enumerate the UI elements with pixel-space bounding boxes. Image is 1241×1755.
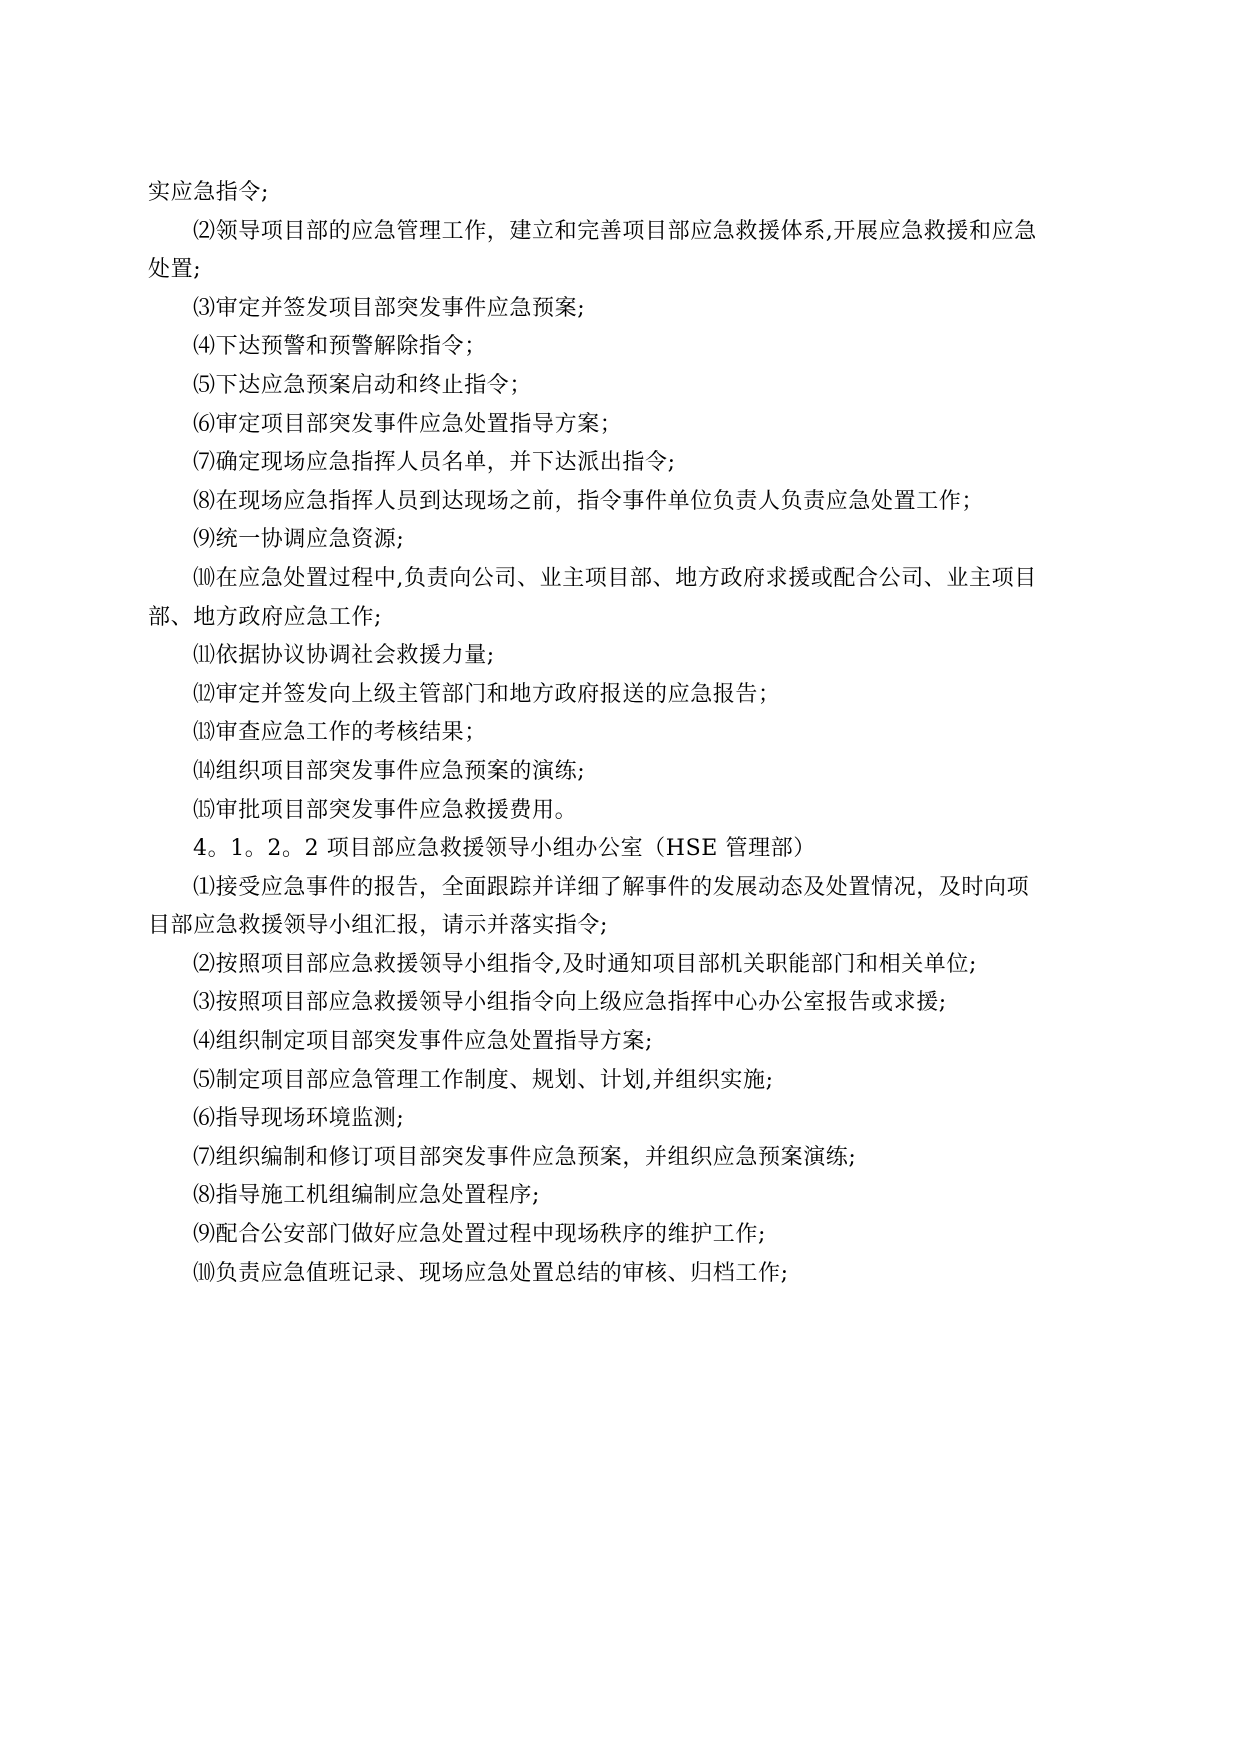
list-item: ⒁组织项目部突发事件应急预案的演练;	[193, 758, 586, 784]
list-item: ⑶按照项目部应急救援领导小组指令向上级应急指挥中心办公室报告或求援;	[193, 990, 947, 1016]
list-item: ⑺组织编制和修订项目部突发事件应急预案，并组织应急预案演练;	[193, 1144, 857, 1170]
text-line: 目部应急救援领导小组汇报，请示并落实指令;	[148, 913, 609, 939]
list-item: ⑷下达预警和预警解除指令；	[193, 334, 487, 360]
document-body	[148, 174, 1118, 1293]
list-item: ⑷组织制定项目部突发事件应急处置指导方案;	[193, 1029, 654, 1055]
list-item: ⒂审批项目部突发事件应急救援费用。	[193, 797, 578, 823]
list-item: ⑻指导施工机组编制应急处置程序;	[193, 1183, 541, 1209]
text-line: 部、地方政府应急工作;	[148, 604, 383, 630]
list-item: ⑵领导项目部的应急管理工作，建立和完善项目部应急救援体系,开展应急救援和应急	[193, 218, 1037, 244]
list-item: ⑸下达应急预案启动和终止指令；	[193, 372, 533, 398]
list-item: ⑼统一协调应急资源;	[193, 527, 405, 553]
list-item: ⒀审查应急工作的考核结果；	[193, 720, 487, 746]
list-item: ⑹指导现场环境监测;	[193, 1106, 405, 1132]
text-line: 处置;	[148, 257, 202, 283]
text-line: 实应急指令;	[148, 180, 270, 205]
list-item: ⑴接受应急事件的报告，全面跟踪并详细了解事件的发展动态及处置情况，及时向项	[193, 874, 1030, 900]
list-item: ⑾依据协议协调社会救援力量;	[193, 643, 495, 669]
list-item: ⑹审定项目部突发事件应急处置指导方案；	[193, 411, 623, 437]
list-item: ⑸制定项目部应急管理工作制度、规划、计划,并组织实施;	[193, 1067, 774, 1093]
list-item: ⑿审定并签发向上级主管部门和地方政府报送的应急报告；	[193, 681, 781, 707]
list-item: ⑺确定现场应急指挥人员名单，并下达派出指令;	[193, 450, 676, 476]
list-item: ⑽在应急处置过程中,负责向公司、业主项目部、地方政府求援或配合公司、业主项目	[193, 565, 1037, 591]
list-item: ⑼配合公安部门做好应急处置过程中现场秩序的维护工作;	[193, 1222, 767, 1248]
list-item: ⑵按照项目部应急救援领导小组指令,及时通知项目部机关职能部门和相关单位;	[193, 951, 978, 977]
list-item: ⑻在现场应急指挥人员到达现场之前，指令事件单位负责人负责应急处置工作；	[193, 488, 985, 514]
list-item: ⑽负责应急值班记录、现场应急处置总结的审核、归档工作;	[193, 1260, 789, 1286]
list-item: ⑶审定并签发项目部突发事件应急预案;	[193, 295, 586, 321]
section-heading: 4。1。2。2 项目部应急救援领导小组办公室（HSE 管理部）	[193, 836, 816, 862]
